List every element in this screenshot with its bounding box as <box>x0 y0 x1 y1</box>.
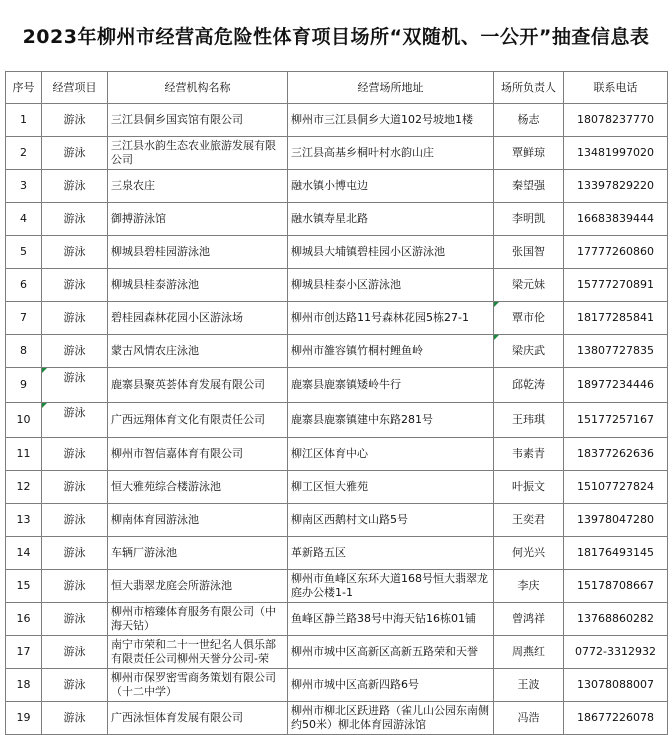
table-row <box>6 203 668 236</box>
row-phone-text: 15178708667 <box>577 579 654 592</box>
row-org-text: 鹿寨县聚英荟体育发展有限公司 <box>111 378 265 391</box>
row-address-text: 柳工区恒大雅苑 <box>291 480 368 493</box>
row-phone-text: 15107727824 <box>577 480 654 493</box>
row-no <box>6 438 42 471</box>
row-person <box>494 236 564 269</box>
row-phone <box>564 236 668 269</box>
row-no-text: 1 <box>20 113 27 126</box>
row-project <box>42 438 108 471</box>
row-org-text: 柳州市榕臻体育服务有限公司（中海天钻） <box>111 605 276 632</box>
row-project <box>42 702 108 735</box>
row-phone-text: 13807727835 <box>577 344 654 357</box>
comment-indicator-icon <box>42 368 47 373</box>
row-project-text: 游泳 <box>63 612 86 625</box>
row-phone-text: 18377262636 <box>577 447 654 460</box>
row-phone <box>564 504 668 537</box>
row-person-text: 梁元妹 <box>512 278 545 291</box>
row-phone-text: 13397829220 <box>577 179 654 192</box>
row-org-text: 三江县侗乡国宾馆有限公司 <box>111 113 243 126</box>
row-address <box>288 403 494 438</box>
row-person <box>494 702 564 735</box>
row-no-text: 16 <box>16 612 31 625</box>
row-person <box>494 403 564 438</box>
row-org-text: 广西泳恒体育发展有限公司 <box>111 711 243 724</box>
row-project-text: 游泳 <box>63 146 86 159</box>
inspection-table <box>5 71 668 735</box>
row-no <box>6 335 42 368</box>
row-address-text: 三江县高基乡桐叶村水韵山庄 <box>291 146 434 159</box>
row-no <box>6 137 42 170</box>
row-project-text: 游泳 <box>63 711 86 724</box>
row-person <box>494 438 564 471</box>
row-project <box>42 137 108 170</box>
row-person-text: 梁庆武 <box>512 344 545 357</box>
row-project <box>42 104 108 137</box>
row-person-text: 曾鸿祥 <box>512 612 545 625</box>
row-org <box>108 570 288 603</box>
row-person <box>494 537 564 570</box>
row-no <box>6 570 42 603</box>
row-project-text: 游泳 <box>63 245 86 258</box>
row-person <box>494 302 564 335</box>
row-project-text: 游泳 <box>63 371 86 384</box>
row-person <box>494 669 564 702</box>
row-org <box>108 170 288 203</box>
table-row <box>6 368 668 403</box>
row-address <box>288 236 494 269</box>
row-project <box>42 669 108 702</box>
row-project <box>42 570 108 603</box>
row-phone <box>564 335 668 368</box>
row-person <box>494 471 564 504</box>
row-org-text: 碧桂园森林花园小区游泳场 <box>111 311 243 324</box>
row-phone <box>564 669 668 702</box>
row-org <box>108 335 288 368</box>
header-address: 经营场所地址 <box>288 72 494 104</box>
row-org <box>108 471 288 504</box>
row-project <box>42 368 108 403</box>
row-address <box>288 438 494 471</box>
row-no-text: 18 <box>16 678 31 691</box>
row-person <box>494 335 564 368</box>
row-project <box>42 170 108 203</box>
row-address <box>288 104 494 137</box>
row-address-text: 融水镇小博屯边 <box>291 179 368 192</box>
row-person-text: 邱乾涛 <box>512 378 545 391</box>
row-project-text: 游泳 <box>63 311 86 324</box>
row-project <box>42 603 108 636</box>
table-row <box>6 335 668 368</box>
row-project <box>42 636 108 669</box>
row-person <box>494 368 564 403</box>
row-no <box>6 702 42 735</box>
row-org <box>108 438 288 471</box>
row-phone <box>564 403 668 438</box>
row-address <box>288 702 494 735</box>
row-phone <box>564 603 668 636</box>
row-no <box>6 636 42 669</box>
row-no <box>6 403 42 438</box>
row-no <box>6 170 42 203</box>
row-phone-text: 13481997020 <box>577 146 654 159</box>
row-no-text: 3 <box>20 179 27 192</box>
row-address-text: 柳城县大埔镇碧桂园小区游泳池 <box>291 245 445 258</box>
row-org <box>108 236 288 269</box>
row-org-text: 蒙古风情农庄泳池 <box>111 344 199 357</box>
row-phone-text: 15177257167 <box>577 413 654 426</box>
row-org-text: 广西远翔体育文化有限责任公司 <box>111 413 265 426</box>
row-org-text: 三泉农庄 <box>111 179 155 192</box>
row-org <box>108 636 288 669</box>
row-org-text: 南宁市荣和二十一世纪名人俱乐部有限责任公司柳州天誉分公司-荣 <box>111 638 276 665</box>
row-address <box>288 203 494 236</box>
table-row <box>6 170 668 203</box>
row-project <box>42 504 108 537</box>
table-row <box>6 438 668 471</box>
row-person-text: 张国智 <box>512 245 545 258</box>
row-no-text: 14 <box>16 546 31 559</box>
row-no-text: 4 <box>20 212 27 225</box>
row-no-text: 6 <box>20 278 27 291</box>
table-row <box>6 669 668 702</box>
row-phone <box>564 570 668 603</box>
row-org-text: 恒大翡翠龙庭会所游泳池 <box>111 579 232 592</box>
row-org <box>108 104 288 137</box>
row-address-text: 鱼峰区静兰路38号中海天钻16栋01铺 <box>291 612 476 625</box>
row-address <box>288 570 494 603</box>
row-person-text: 叶振文 <box>512 480 545 493</box>
row-phone-text: 18677226078 <box>577 711 654 724</box>
row-address-text: 柳江区体育中心 <box>291 447 368 460</box>
row-address <box>288 537 494 570</box>
table-row <box>6 302 668 335</box>
row-address <box>288 368 494 403</box>
row-project-text: 游泳 <box>63 406 86 419</box>
row-address-text: 柳州市雒容镇竹桐村鲤鱼岭 <box>291 344 423 357</box>
row-address <box>288 471 494 504</box>
row-project-text: 游泳 <box>63 546 86 559</box>
row-project-text: 游泳 <box>63 678 86 691</box>
row-project-text: 游泳 <box>63 513 86 526</box>
row-address <box>288 137 494 170</box>
table-row <box>6 570 668 603</box>
row-phone <box>564 702 668 735</box>
row-org-text: 柳南体育园游泳池 <box>111 513 199 526</box>
row-project-text: 游泳 <box>63 113 86 126</box>
row-person <box>494 137 564 170</box>
row-no <box>6 104 42 137</box>
row-person-text: 何光兴 <box>512 546 545 559</box>
table-row <box>6 603 668 636</box>
header-phone: 联系电话 <box>564 72 668 104</box>
row-project <box>42 335 108 368</box>
row-address-text: 革新路五区 <box>291 546 346 559</box>
table-header-row <box>6 72 668 104</box>
row-no-text: 8 <box>20 344 27 357</box>
row-project-text: 游泳 <box>63 480 86 493</box>
row-no-text: 15 <box>16 579 31 592</box>
row-phone-text: 0772-3312932 <box>575 645 656 658</box>
row-person-text: 韦素青 <box>512 447 545 460</box>
row-org-text: 柳城县碧桂园游泳池 <box>111 245 210 258</box>
row-project <box>42 471 108 504</box>
table-row <box>6 236 668 269</box>
row-phone <box>564 368 668 403</box>
row-no <box>6 203 42 236</box>
row-address <box>288 335 494 368</box>
row-address-text: 柳州市城中区高新四路6号 <box>291 678 419 691</box>
row-phone-text: 13978047280 <box>577 513 654 526</box>
table-row <box>6 403 668 438</box>
row-address-text: 柳城县桂泰小区游泳池 <box>291 278 401 291</box>
row-person-text: 李明凯 <box>512 212 545 225</box>
row-person-text: 秦望强 <box>512 179 545 192</box>
row-org-text: 柳城县桂泰游泳池 <box>111 278 199 291</box>
row-project-text: 游泳 <box>63 179 86 192</box>
row-no <box>6 603 42 636</box>
row-project-text: 游泳 <box>63 278 86 291</box>
comment-indicator-icon <box>494 302 499 307</box>
row-address <box>288 170 494 203</box>
row-address <box>288 302 494 335</box>
row-org-text: 柳州市保罗密雪商务策划有限公司（十二中学） <box>111 671 276 698</box>
row-no <box>6 236 42 269</box>
row-no-text: 9 <box>20 378 27 391</box>
row-phone <box>564 471 668 504</box>
row-phone <box>564 438 668 471</box>
comment-indicator-icon <box>42 403 47 408</box>
row-phone <box>564 302 668 335</box>
row-address <box>288 669 494 702</box>
row-org <box>108 504 288 537</box>
row-phone-text: 18078237770 <box>577 113 654 126</box>
row-person <box>494 269 564 302</box>
row-address-text: 柳州市创达路11号森林花园5栋27-1 <box>291 311 469 324</box>
row-phone <box>564 170 668 203</box>
row-no-text: 12 <box>16 480 31 493</box>
row-no-text: 2 <box>20 146 27 159</box>
row-org <box>108 302 288 335</box>
row-person <box>494 570 564 603</box>
row-address-text: 融水镇寿星北路 <box>291 212 368 225</box>
row-person-text: 覃鲜琼 <box>512 146 545 159</box>
row-phone-text: 17777260860 <box>577 245 654 258</box>
row-address-text: 柳州市三江县侗乡大道102号坡地1楼 <box>291 113 473 126</box>
row-org <box>108 368 288 403</box>
row-project-text: 游泳 <box>63 344 86 357</box>
row-org-text: 柳州市智信嘉体育有限公司 <box>111 447 243 460</box>
row-org <box>108 137 288 170</box>
table-row <box>6 269 668 302</box>
row-phone-text: 18176493145 <box>577 546 654 559</box>
row-no <box>6 669 42 702</box>
row-address-text: 鹿寨县鹿寨镇矮岭牛行 <box>291 378 401 391</box>
header-project: 经营项目 <box>42 72 108 104</box>
table-row <box>6 104 668 137</box>
row-person <box>494 636 564 669</box>
table-row <box>6 137 668 170</box>
row-phone-text: 15777270891 <box>577 278 654 291</box>
table-row <box>6 636 668 669</box>
row-phone-text: 13768860282 <box>577 612 654 625</box>
row-project-text: 游泳 <box>63 645 86 658</box>
row-address-text: 柳州市城中区高新区高新五路荣和天誉 <box>291 645 478 658</box>
row-no <box>6 269 42 302</box>
row-address-text: 柳南区西鹅村文山路5号 <box>291 513 408 526</box>
row-org-text: 御搏游泳馆 <box>111 212 166 225</box>
row-org <box>108 603 288 636</box>
row-no-text: 5 <box>20 245 27 258</box>
comment-indicator-icon <box>494 335 499 340</box>
row-no <box>6 471 42 504</box>
row-person-text: 王波 <box>517 678 540 691</box>
row-person <box>494 603 564 636</box>
row-project-text: 游泳 <box>63 447 86 460</box>
row-address <box>288 603 494 636</box>
row-org <box>108 702 288 735</box>
row-org-text: 车辆厂游泳池 <box>111 546 177 559</box>
row-org <box>108 203 288 236</box>
header-no: 序号 <box>6 72 42 104</box>
row-phone <box>564 203 668 236</box>
row-address-text: 柳州市鱼峰区东环大道168号恒大翡翠龙庭办公楼1-1 <box>291 572 488 599</box>
row-phone-text: 16683839444 <box>577 212 654 225</box>
row-org <box>108 537 288 570</box>
row-project <box>42 537 108 570</box>
row-project <box>42 269 108 302</box>
row-person-text: 王奕君 <box>512 513 545 526</box>
row-phone <box>564 137 668 170</box>
row-person-text: 冯浩 <box>517 711 540 724</box>
row-person <box>494 504 564 537</box>
page-title: 2023年柳州市经营高危险性体育项目场所“双随机、一公开”抽查信息表 <box>22 25 650 48</box>
header-org: 经营机构名称 <box>108 72 288 104</box>
row-org-text: 三江县水韵生态农业旅游发展有限公司 <box>111 139 276 166</box>
row-no-text: 11 <box>16 447 31 460</box>
row-person <box>494 203 564 236</box>
row-org <box>108 403 288 438</box>
row-org <box>108 669 288 702</box>
row-no-text: 10 <box>16 413 31 426</box>
row-no-text: 19 <box>16 711 31 724</box>
row-phone-text: 18977234446 <box>577 378 654 391</box>
table-row <box>6 702 668 735</box>
row-project-text: 游泳 <box>63 212 86 225</box>
row-address-text: 鹿寨县鹿寨镇建中东路281号 <box>291 413 433 426</box>
header-person: 场所负责人 <box>494 72 564 104</box>
row-address <box>288 636 494 669</box>
row-person <box>494 104 564 137</box>
row-org <box>108 269 288 302</box>
row-no-text: 7 <box>20 311 27 324</box>
row-person-text: 王玮琪 <box>512 413 545 426</box>
row-project <box>42 403 108 438</box>
row-phone <box>564 104 668 137</box>
row-person-text: 周燕红 <box>512 645 545 658</box>
row-phone-text: 13078088007 <box>577 678 654 691</box>
row-no <box>6 504 42 537</box>
row-address <box>288 504 494 537</box>
table-row <box>6 537 668 570</box>
row-no <box>6 302 42 335</box>
row-phone-text: 18177285841 <box>577 311 654 324</box>
row-project <box>42 302 108 335</box>
row-no <box>6 368 42 403</box>
row-project-text: 游泳 <box>63 579 86 592</box>
row-org-text: 恒大雅苑综合楼游泳池 <box>111 480 221 493</box>
row-address <box>288 269 494 302</box>
row-no <box>6 537 42 570</box>
row-phone <box>564 636 668 669</box>
row-no-text: 17 <box>16 645 31 658</box>
row-person-text: 覃市伦 <box>512 311 545 324</box>
row-phone <box>564 269 668 302</box>
row-no-text: 13 <box>16 513 31 526</box>
row-person <box>494 170 564 203</box>
row-project <box>42 203 108 236</box>
row-person-text: 李庆 <box>517 579 540 592</box>
row-project <box>42 236 108 269</box>
table-row <box>6 504 668 537</box>
row-phone <box>564 537 668 570</box>
table-row <box>6 471 668 504</box>
row-person-text: 杨志 <box>517 113 540 126</box>
row-address-text: 柳州市柳北区跃进路（雀儿山公园东南侧约50米）柳北体育园游泳馆 <box>291 704 489 731</box>
